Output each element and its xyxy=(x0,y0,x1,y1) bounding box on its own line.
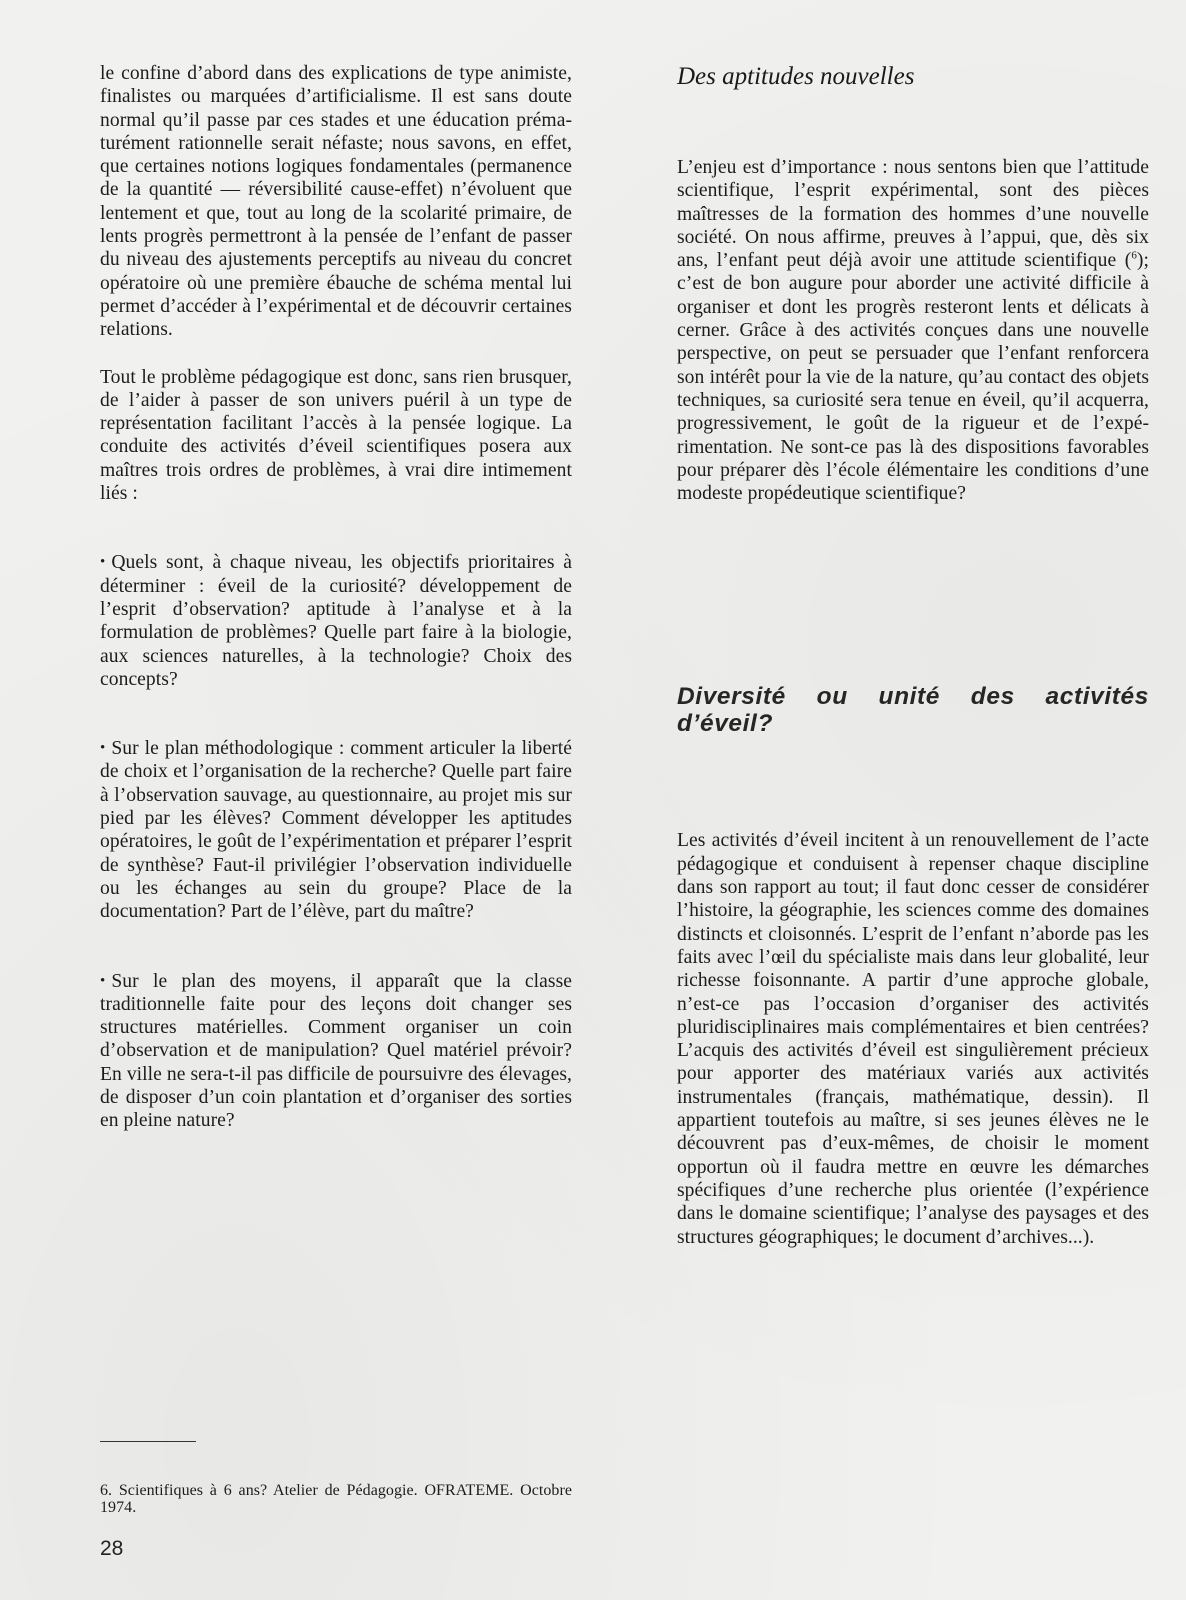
body-paragraph xyxy=(677,156,1149,505)
bullet-item xyxy=(100,737,572,923)
right-column xyxy=(677,62,1149,1249)
paragraph-text: ); c’est de bon augure pour aborder une activité difficile à organiser et dont les progrès resteront lents et délicats à cerner. Grâce à des activités conçues dans une nouvelle perspective, on peut se persuader que l’enfant renforcera son intérêt pour la vie de la nature, qu’au contact des objets techniques, sa curiosité sera tenue en éveil, qu’il acquerra, progressivement, le goût de la rigueur et de l’expérimentation. Ne sont-ce pas là des dispositions favorables pour préparer dès l’école élémentaire les conditions d’une modeste propédeutique scientifique? xyxy=(677,250,1149,505)
body-paragraph: Tout le problème pédagogique est donc, sans rien brusquer, de l’aider à passer de son univers puéril à un type de représentation facilitant l’accès à la pensée logique. La conduite des activités d’éveil scientifiques posera aux maîtres trois ordres de problèmes, à vrai dire intimement liés : xyxy=(100,366,572,505)
bullet-item xyxy=(100,551,572,691)
bullet-icon: • xyxy=(100,740,106,757)
bullet-text: Sur le plan des moyens, il apparaît que la classe traditionnelle faite pour des leçons doit changer ses structures matérielles. Comment organiser un coin d’observation et de manipulation? Quel matériel prévoir? En ville ne sera-t-il pas difficile de poursuivre des élevages, de disposer d’un coin plantation et d’organiser des sorties en pleine nature? xyxy=(100,970,572,1132)
section-heading: Diversité ou unité des activités d’éveil? xyxy=(677,683,1149,738)
bullet-text: Quels sont, à chaque niveau, les objectifs prioritaires à déterminer : éveil de la curiosité? développement de l’esprit d’observation? aptitude à l’analyse et à la formulation de problèmes? Quelle part faire à la biologie, aux sciences naturelles, à la technologie? Choix des concepts? xyxy=(100,552,572,690)
body-paragraph: le confine d’abord dans des explications de type animiste, finalistes ou marquées d’artificialisme. Il est sans doute normal qu’il passe par ces stades et une éducation prématurément rationnelle serait néfaste; nous savons, en effet, que certaines notions logiques fondamentales (permanence de la quantité — réversibilité cause-effet) n’évoluent que lentement et que, tout au long de la scolarité primaire, de lents progrès permettront à la pensée de l’enfant de passer du niveau des ajustements perceptifs au niveau du concret opératoire où une première ébauche de schéma mental lui permet d’accéder à l’expérimental et de découvrir certaines relations. xyxy=(100,63,572,341)
left-column xyxy=(100,62,572,1133)
body-paragraph: Les activités d’éveil incitent à un renouvellement de l’acte pédagogique et conduisent à repenser chaque discipline dans son rapport au tout; il faut donc cesser de considérer l’histoire, la géographie, les sciences comme des domaines distincts et cloisonnés. L’esprit de l’enfant n’aborde pas les faits avec l’œil du spécialiste mais dans leur globalité, leur richesse foisonnante. A partir d’une approche globale, n’est-ce pas l’occasion d’organiser des activités pluridisciplinaires mais complémentaires et bien centrées? L’acquis des activités d’éveil est singulièrement précieux pour apporter des matériaux variés aux activités instrumentales (français, mathématique, dessin). Il appartient toutefois au maître, si ses jeunes élèves ne le découvrent pas d’eux-mêmes, de choisir le moment opportun où il faudra mettre en œuvre les démarches spécifiques d’une recherche plus orientée (l’expérience dans le domaine scientifique; l’analyse des paysages et des structures géographiques; le document d’archives...). xyxy=(677,830,1149,1248)
bullet-icon: • xyxy=(100,972,106,989)
footnote-reference: 6 xyxy=(1131,249,1137,262)
paragraph-text: L’enjeu est d’importance : nous sentons bien que l’attitude scientifique, l’esprit expérimental, sont des pièces maîtresses de la formation des hommes d’une nouvelle société. On nous affirme, preuves à l’appui, que, dès six ans, l’enfant peut déjà avoir une attitude scientifique ( xyxy=(677,157,1149,272)
bullet-text: Sur le plan méthodologique : comment articuler la liberté de choix et l’organisation de la recherche? Quelle part faire à l’observation sauvage, au questionnaire, au projet mis sur pied par les élèves? Comment développer les aptitudes opératoires, le goût de l’expérimentation et préparer l’esprit de synthèse? Faut-il privilégier l’observation individuelle ou les échanges au sein du groupe? Place de la documentation? Part de l’élève, part du maître? xyxy=(100,738,572,923)
footnote: 6. Scientifiques à 6 ans? Atelier de Pédagogie. OFRATEME. Octobre 1974. xyxy=(100,1482,572,1516)
section-heading: Des aptitudes nouvelles xyxy=(677,63,915,90)
footnote-divider xyxy=(100,1441,196,1442)
bullet-icon: • xyxy=(100,554,106,571)
page-number: 28 xyxy=(100,1537,124,1560)
bullet-item xyxy=(100,970,572,1133)
